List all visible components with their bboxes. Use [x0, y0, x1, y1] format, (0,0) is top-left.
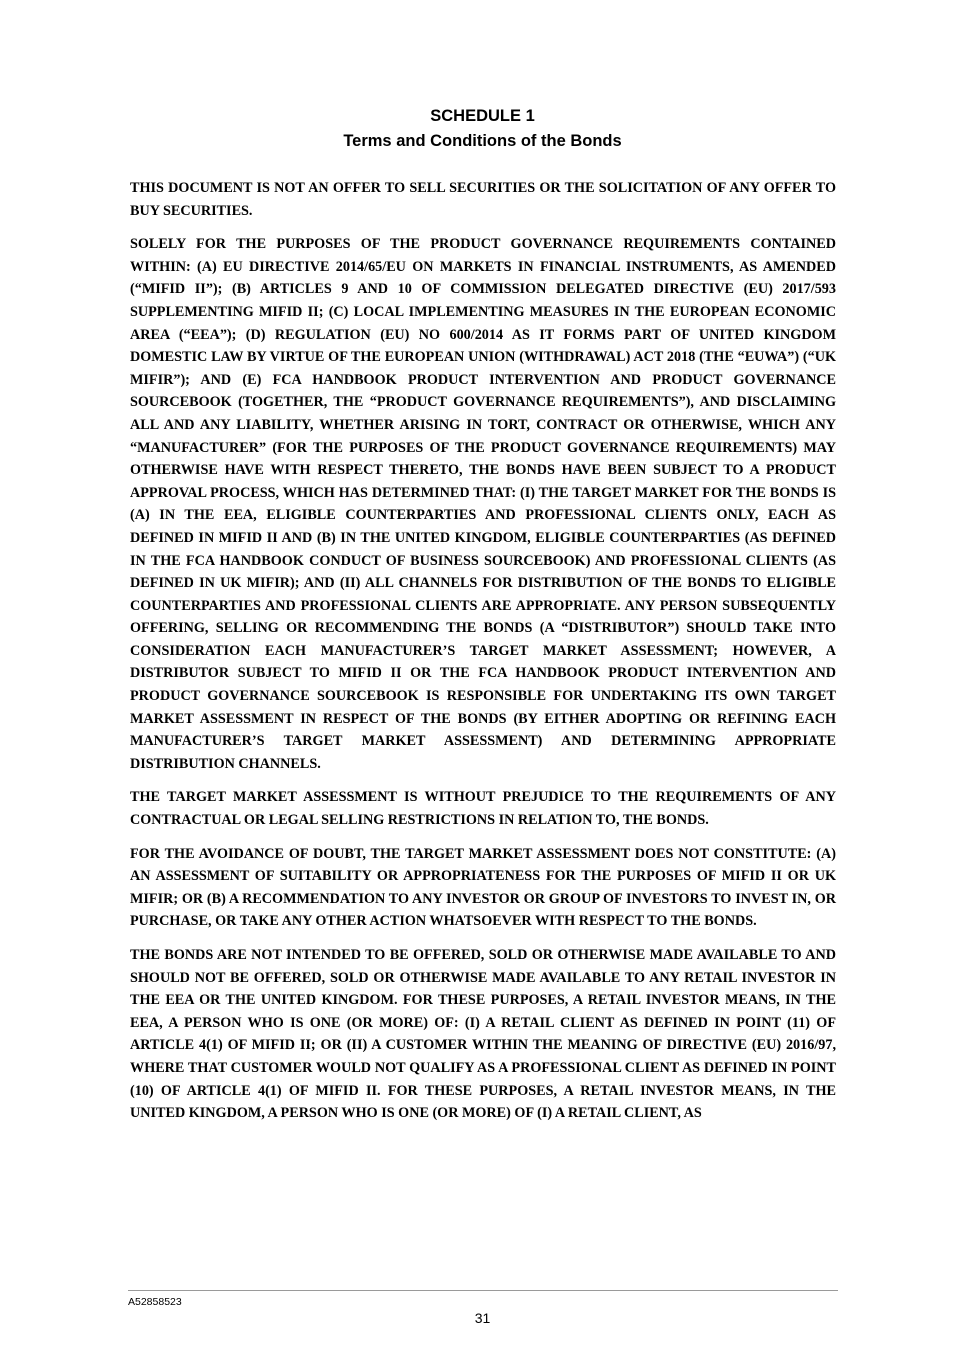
paragraph-target-market-prejudice: THE TARGET MARKET ASSESSMENT IS WITHOUT PREJUDICE TO THE REQUIREMENTS OF ANY CONTRACTUAL OR LEGAL SELLING RESTRICTIONS IN RELATION TO, THE BONDS. — [130, 789, 836, 829]
document-body — [130, 177, 836, 1136]
paragraph-product-governance: SOLELY FOR THE PURPOSES OF THE PRODUCT GOVERNANCE REQUIREMENTS CONTAINED WITHIN: (A) EU DIRECTIVE 2014/65/EU ON MARKETS IN FINANCIAL INSTRUMENTS, AS AMENDED (“MIFID II”); (B) ARTICLES 9 AND 10 OF COMMISSION DELEGATED DIRECTIVE (EU) 2017/593 SUPPLEMENTING MIFID II; (C) LOCAL IMPLEMENTING MEASURES IN THE EUROPEAN ECONOMIC AREA (“EEA”); (D) REGULATION (EU) NO 600/2014 AS IT FORMS PART OF UNITED KINGDOM DOMESTIC LAW BY VIRTUE OF THE EUROPEAN UNION (WITHDRAWAL) ACT 2018 (THE “EUWA”) (“UK MIFIR”); AND (E) FCA HANDBOOK PRODUCT INTERVENTION AND PRODUCT GOVERNANCE SOURCEBOOK (TOGETHER, THE “PRODUCT GOVERNANCE REQUIREMENTS”), AND DISCLAIMING ALL AND ANY LIABILITY, WHETHER ARISING IN TORT, CONTRACT OR OTHERWISE, WHICH ANY “MANUFACTURER” (FOR THE PURPOSES OF THE PRODUCT GOVERNANCE REQUIREMENTS) MAY OTHERWISE HAVE WITH RESPECT THERETO, THE BONDS HAVE BEEN SUBJECT TO A PRODUCT APPROVAL PROCESS, WHICH HAS DETERMINED THAT: (I) THE TARGET MARKET FOR THE BONDS IS (A) IN THE EEA, ELIGIBLE COUNTERPARTIES AND PROFESSIONAL CLIENTS ONLY, EACH AS DEFINED IN MIFID II AND (B) IN THE UNITED KINGDOM, ELIGIBLE COUNTERPARTIES (AS DEFINED IN THE FCA HANDBOOK CONDUCT OF BUSINESS SOURCEBOOK) AND PROFESSIONAL CLIENTS (AS DEFINED IN UK MIFIR); AND (II) ALL CHANNELS FOR DISTRIBUTION OF THE BONDS TO ELIGIBLE COUNTERPARTIES AND PROFESSIONAL CLIENTS ARE APPROPRIATE. ANY PERSON SUBSEQUENTLY OFFERING, SELLING OR RECOMMENDING THE BONDS (A “DISTRIBUTOR”) SHOULD TAKE INTO CONSIDERATION EACH MANUFACTURER’S TARGET MARKET ASSESSMENT; HOWEVER, A DISTRIBUTOR SUBJECT TO MIFID II OR THE FCA HANDBOOK PRODUCT INTERVENTION AND PRODUCT GOVERNANCE SOURCEBOOK IS RESPONSIBLE FOR UNDERTAKING ITS OWN TARGET MARKET ASSESSMENT IN RESPECT OF THE BONDS (BY EITHER ADOPTING OR REFINING EACH MANUFACTURER’S TARGET MARKET ASSESSMENT) AND DETERMINING APPROPRIATE DISTRIBUTION CHANNELS. — [130, 236, 836, 772]
footer-divider — [128, 1290, 838, 1291]
page-number: 31 — [474, 1310, 491, 1326]
paragraph-disclaimer: THIS DOCUMENT IS NOT AN OFFER TO SELL SECURITIES OR THE SOLICITATION OF ANY OFFER TO BUY SECURITIES. — [130, 180, 836, 219]
schedule-subtitle: Terms and Conditions of the Bonds — [343, 132, 622, 150]
document-id: A52858523 — [128, 1296, 182, 1308]
schedule-heading: SCHEDULE 1 — [430, 107, 535, 125]
paragraph-retail-investors: THE BONDS ARE NOT INTENDED TO BE OFFERED, SOLD OR OTHERWISE MADE AVAILABLE TO AND SHOULD NOT BE OFFERED, SOLD OR OTHERWISE MADE AVAILABLE TO ANY RETAIL INVESTOR IN THE EEA OR THE UNITED KINGDOM. FOR THESE PURPOSES, A RETAIL INVESTOR MEANS, IN THE EEA, A PERSON WHO IS ONE (OR MORE) OF: (I) A RETAIL CLIENT AS DEFINED IN POINT (11) OF ARTICLE 4(1) OF MIFID II; OR (II) A CUSTOMER WITHIN THE MEANING OF DIRECTIVE (EU) 2016/97, WHERE THAT CUSTOMER WOULD NOT QUALIFY AS A PROFESSIONAL CLIENT AS DEFINED IN POINT (10) OF ARTICLE 4(1) OF MIFID II. FOR THESE PURPOSES, A RETAIL INVESTOR MEANS, IN THE UNITED KINGDOM, A PERSON WHO IS ONE (OR MORE) OF (I) A RETAIL CLIENT, AS — [130, 947, 836, 1122]
paragraph-avoidance-of-doubt: FOR THE AVOIDANCE OF DOUBT, THE TARGET MARKET ASSESSMENT DOES NOT CONSTITUTE: (A) AN ASSESSMENT OF SUITABILITY OR APPROPRIATENESS FOR THE PURPOSES OF MIFID II OR UK MIFIR; OR (B) A RECOMMENDATION TO ANY INVESTOR OR GROUP OF INVESTORS TO INVEST IN, OR PURCHASE, OR TAKE ANY OTHER ACTION WHATSOEVER WITH RESPECT TO THE BONDS. — [130, 845, 836, 930]
